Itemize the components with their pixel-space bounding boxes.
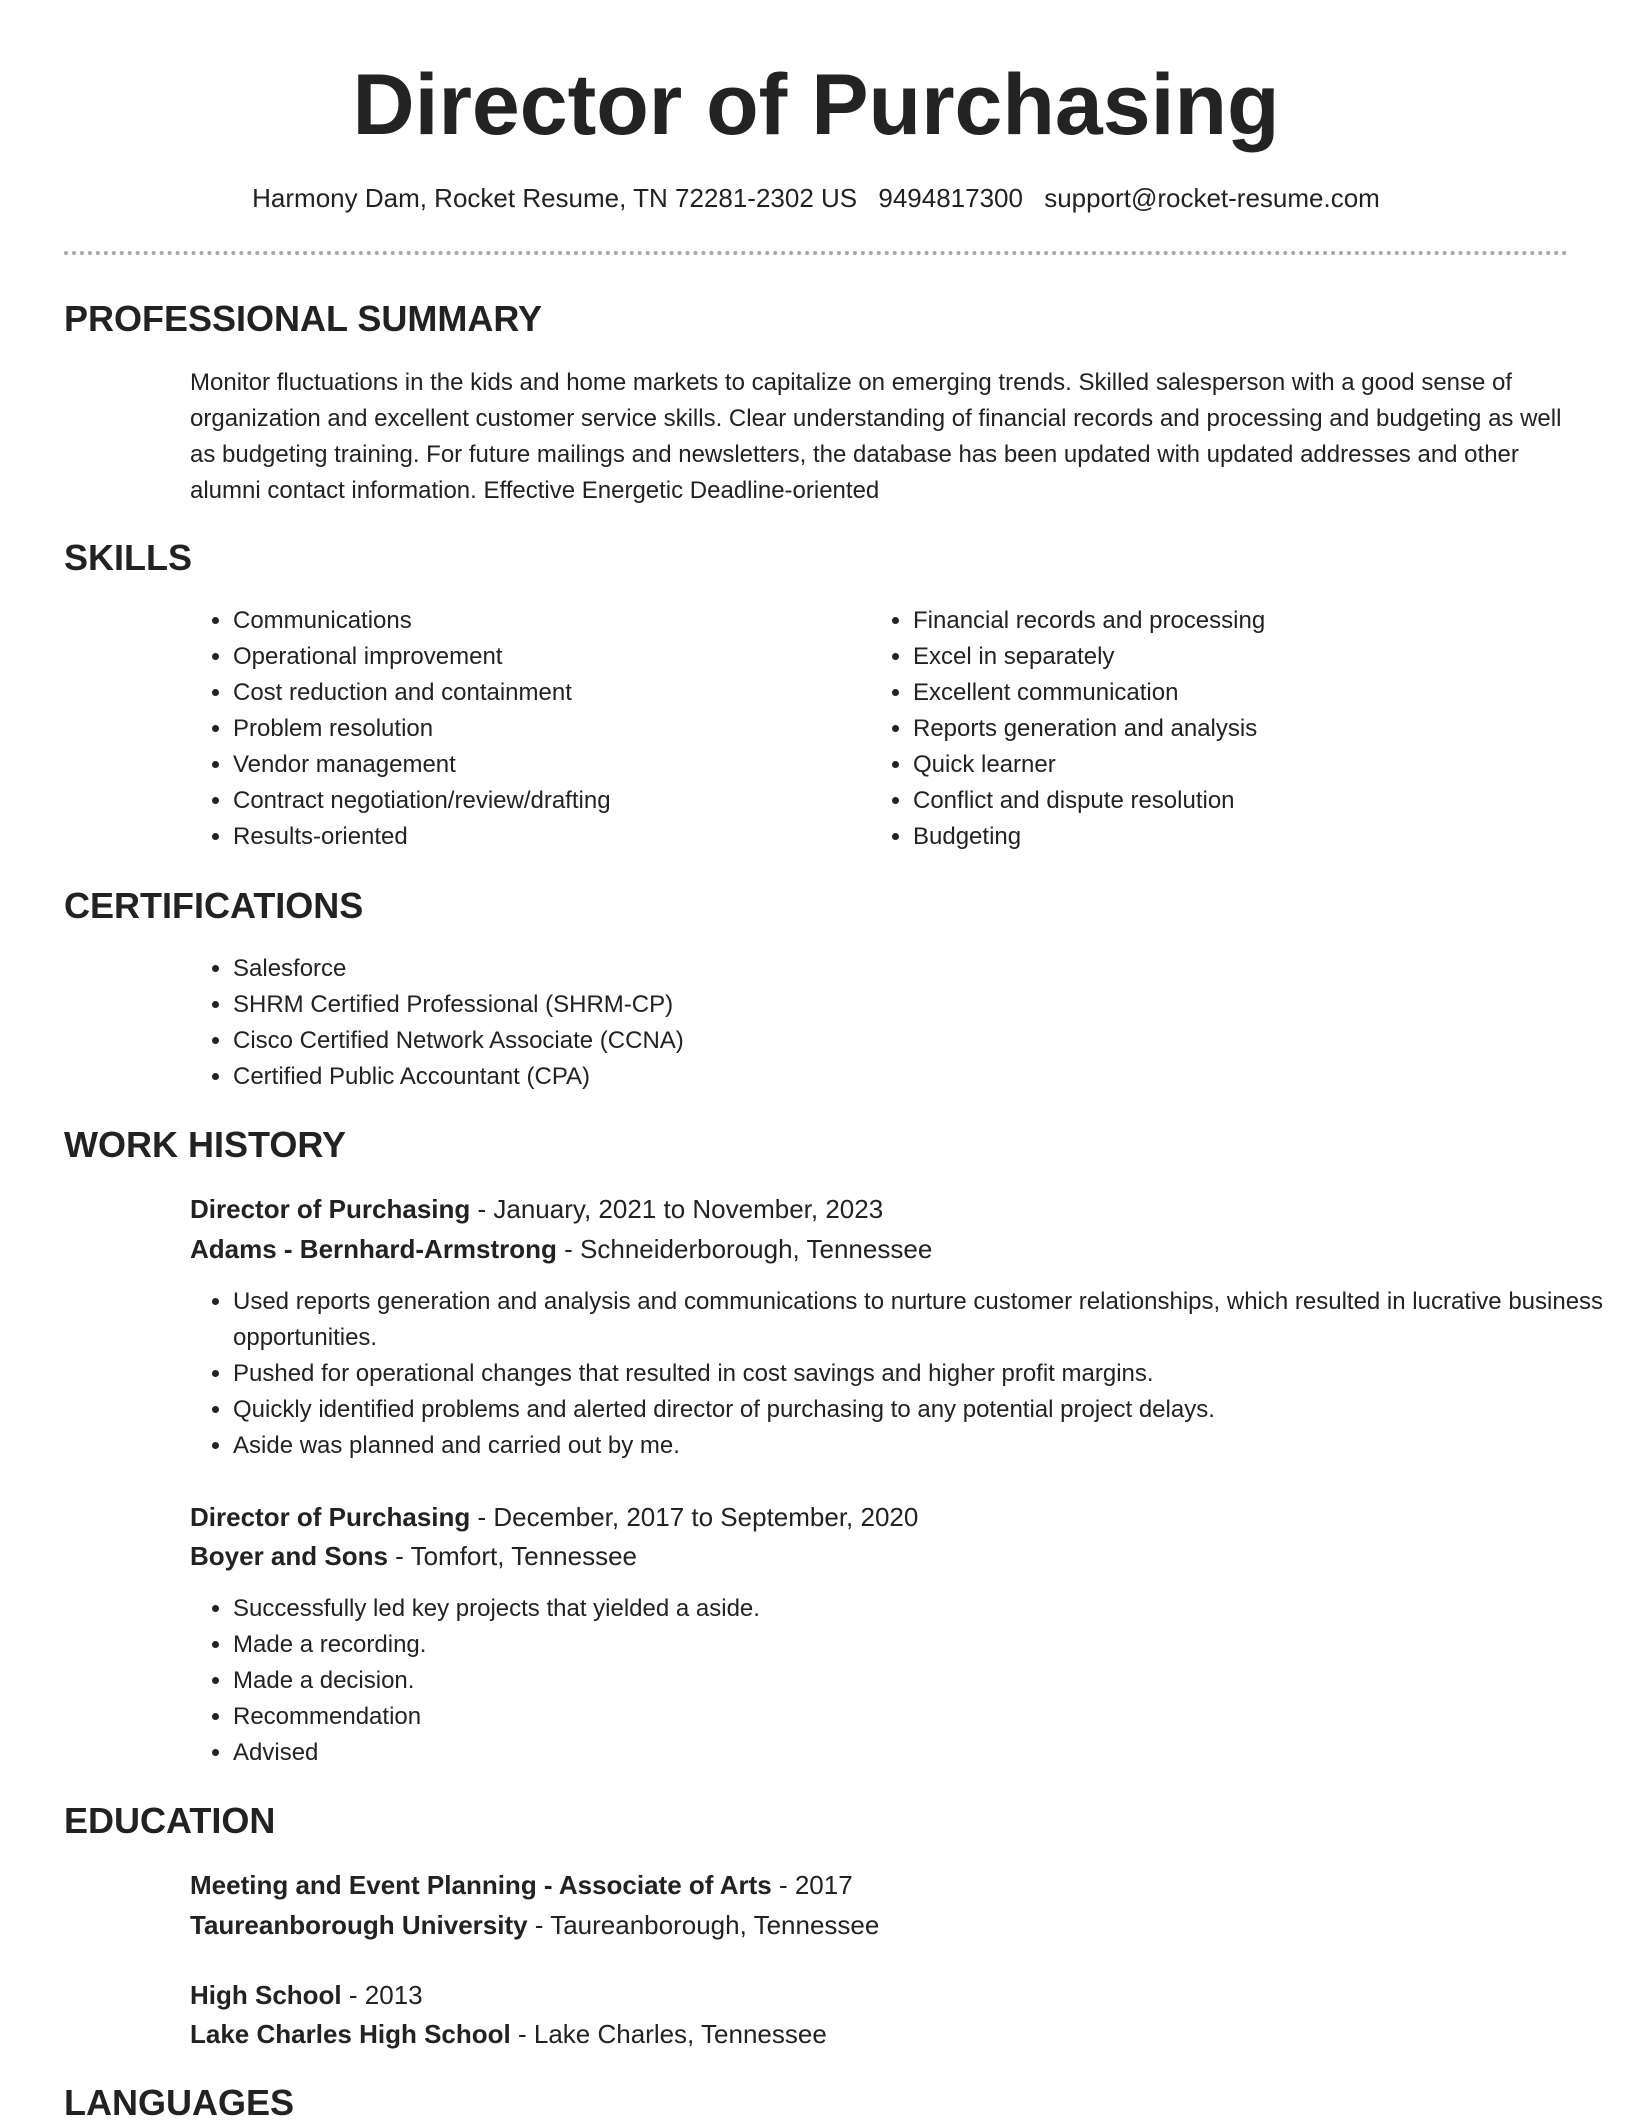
list-item: • Cisco Certified Network Associate (CCNA): [233, 1023, 1233, 1059]
list-item: • Quickly identified problems and alerted director of purchasing to any potential project delays.: [233, 1392, 1613, 1428]
skills-list-left: [190, 603, 853, 855]
education-location: - Taureanborough, Tennessee: [527, 1910, 880, 1940]
list-item: • Results-oriented: [233, 819, 853, 855]
job-bullets: [190, 1284, 1613, 1464]
skills-list-right: [870, 603, 1573, 855]
list-item: • Problem resolution: [233, 711, 853, 747]
contact-address: Harmony Dam, Rocket Resume, TN 72281-2302 US: [252, 183, 858, 213]
job-company-line: [190, 1229, 932, 1269]
job-title-line: [190, 1497, 918, 1537]
resume-name: Director of Purchasing: [352, 57, 1280, 153]
contact-phone: 9494817300: [878, 183, 1023, 213]
list-item: • Pushed for operational changes that resulted in cost savings and higher profit margins.: [233, 1356, 1613, 1392]
list-item: • Conflict and dispute resolution: [913, 783, 1573, 819]
header-divider: [64, 251, 1568, 255]
contact-email: support@rocket-resume.com: [1044, 183, 1380, 213]
list-item: • Salesforce: [233, 951, 1233, 987]
list-item: • Made a recording.: [233, 1627, 1613, 1663]
job-location: - Tomfort, Tennessee: [387, 1541, 637, 1571]
job-company: Adams - Bernhard-Armstrong: [190, 1234, 557, 1264]
education-degree-line: [190, 1975, 423, 2015]
job-title: Director of Purchasing: [190, 1194, 471, 1224]
certifications-list: [190, 951, 1233, 1095]
list-item: • Budgeting: [913, 819, 1573, 855]
contact-line: [0, 178, 1632, 218]
list-item: • Reports generation and analysis: [913, 711, 1573, 747]
education-location: - Lake Charles, Tennessee: [510, 2019, 827, 2049]
education-year: - 2013: [341, 1980, 423, 2010]
job-title-line: [190, 1189, 883, 1229]
list-item: • Aside was planned and carried out by me.: [233, 1428, 1613, 1464]
list-item: • Excellent communication: [913, 675, 1573, 711]
job-location: - Schneiderborough, Tennessee: [556, 1234, 933, 1264]
education-school: Lake Charles High School: [190, 2019, 511, 2049]
job-dates: - December, 2017 to September, 2020: [470, 1502, 919, 1532]
section-title-summary: PROFESSIONAL SUMMARY: [64, 298, 543, 339]
section-title-education: EDUCATION: [64, 1800, 276, 1841]
list-item: • Cost reduction and containment: [233, 675, 853, 711]
list-item: • Successfully led key projects that yielded a aside.: [233, 1591, 1613, 1627]
education-school-line: [190, 2014, 827, 2054]
education-year: - 2017: [771, 1870, 853, 1900]
job-company-line: [190, 1536, 637, 1576]
list-item: • Vendor management: [233, 747, 853, 783]
list-item: • Excel in separately: [913, 639, 1573, 675]
list-item: • Used reports generation and analysis and communications to nurture customer relationships, which resulted in lucrative business opportunities.: [233, 1284, 1613, 1356]
job-title: Director of Purchasing: [190, 1502, 471, 1532]
list-item: • Certified Public Accountant (CPA): [233, 1059, 1233, 1095]
list-item: • Operational improvement: [233, 639, 853, 675]
summary-text: Monitor fluctuations in the kids and home markets to capitalize on emerging trends. Skilled salesperson with a good sense of organization and excellent customer service skills. Clear understanding of financial records and processing and budgeting as well as budgeting training. For future mailings and newsletters, the database has been updated with updated addresses and other alumni contact information. Effective Energetic Deadline-oriented: [190, 369, 1562, 504]
list-item: • Financial records and processing: [913, 603, 1573, 639]
list-item: • SHRM Certified Professional (SHRM-CP): [233, 987, 1233, 1023]
section-title-certifications: CERTIFICATIONS: [64, 885, 364, 926]
education-school: Taureanborough University: [190, 1910, 528, 1940]
section-title-skills: SKILLS: [64, 537, 193, 578]
list-item: • Advised: [233, 1735, 1613, 1771]
job-bullets: [190, 1591, 1613, 1771]
job-company: Boyer and Sons: [190, 1541, 388, 1571]
section-title-work: WORK HISTORY: [64, 1124, 347, 1165]
list-item: • Contract negotiation/review/drafting: [233, 783, 853, 819]
education-degree: High School: [190, 1980, 342, 2010]
list-item: • Made a decision.: [233, 1663, 1613, 1699]
list-item: • Quick learner: [913, 747, 1573, 783]
education-degree-line: [190, 1865, 853, 1905]
list-item: • Recommendation: [233, 1699, 1613, 1735]
education-school-line: [190, 1905, 879, 1945]
list-item: • Communications: [233, 603, 853, 639]
education-degree: Meeting and Event Planning - Associate of Arts: [190, 1870, 772, 1900]
job-dates: - January, 2021 to November, 2023: [470, 1194, 884, 1224]
section-title-languages: LANGUAGES: [64, 2082, 295, 2123]
